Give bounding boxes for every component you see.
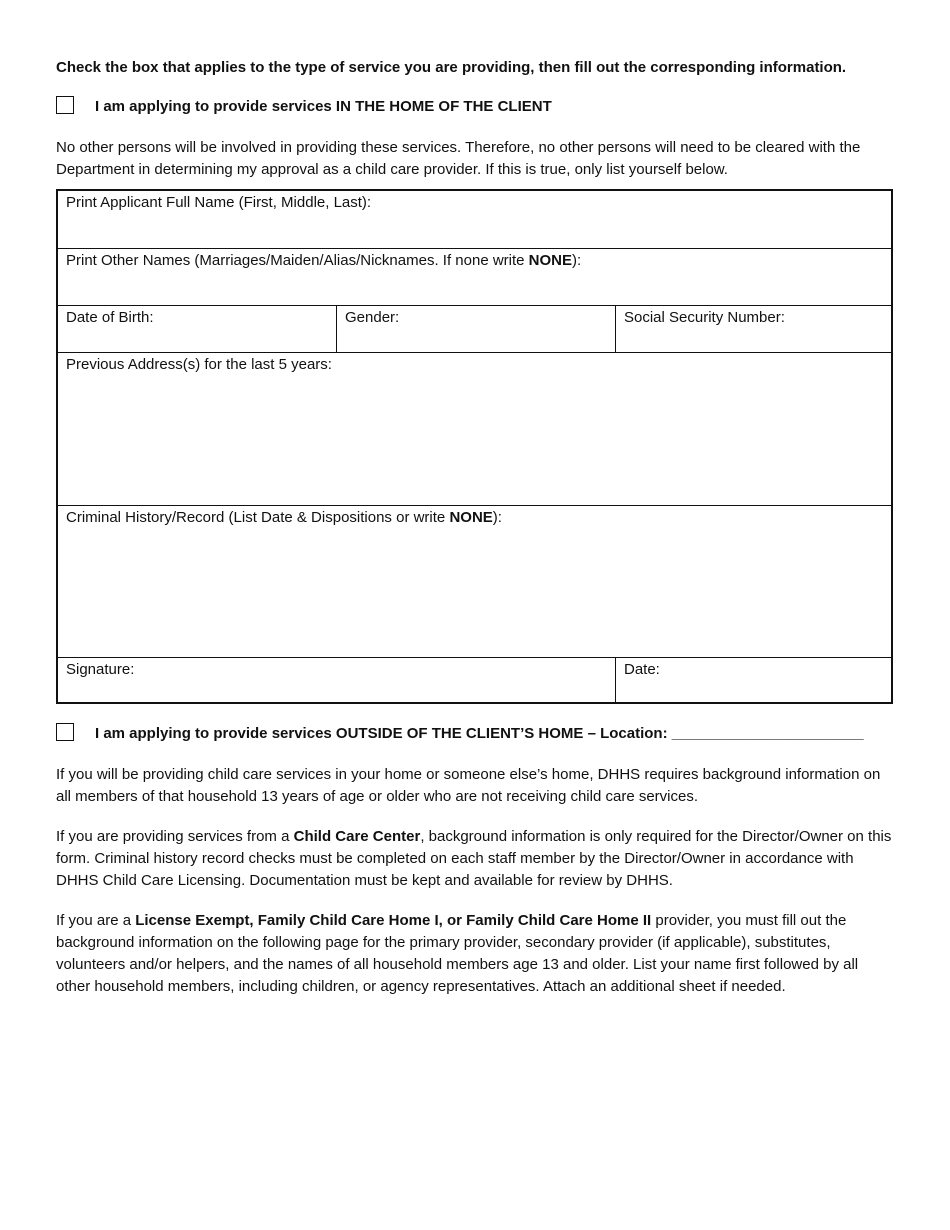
ssn-label: Social Security Number: xyxy=(624,309,785,326)
criminal-history-label: Criminal History/Record (List Date & Dispositions or write NONE): xyxy=(66,509,502,526)
signature-field[interactable] xyxy=(58,658,615,702)
signature-label: Signature: xyxy=(66,661,135,678)
previous-address-label: Previous Address(s) for the last 5 years: xyxy=(66,356,332,373)
previous-address-field[interactable] xyxy=(58,353,891,505)
in-home-note: No other persons will be involved in providing these services. Therefore, no other persons will need to be cleared with the Department in determining my approval as a child care provider. If this is true, only list yourself below. xyxy=(56,139,861,178)
dob-label: Date of Birth: xyxy=(66,309,154,326)
gender-field[interactable] xyxy=(336,306,615,352)
license-exempt-paragraph: If you are a License Exempt, Family Child Care Home I, or Family Child Care Home II provider, you must fill out the background information on the following page for the primary provider, secondary provider (if applicable), substitutes, volunteers and/or helpers, and the names of all household members age 13 and older. List your name first followed by all other household members, including children, or agency representatives. Attach an additional sheet if needed. xyxy=(56,912,859,995)
household-paragraph: If you will be providing child care services in your home or someone else’s home, DHHS requires background information on all members of that household 13 years of age or older who are not receiving child care services. xyxy=(56,766,881,805)
instruction-text: Check the box that applies to the type of service you are providing, then fill out the corresponding information. xyxy=(56,59,847,76)
row-criminal-history xyxy=(58,506,891,658)
in-home-checkbox[interactable] xyxy=(56,96,74,114)
outside-home-label: I am applying to provide services OUTSIDE OF THE CLIENT’S HOME – Location: _______________________ xyxy=(95,725,864,742)
option-in-home-row xyxy=(56,96,896,116)
date-label: Date: xyxy=(624,661,660,678)
child-care-center-paragraph: If you are providing services from a Child Care Center, background information is only required for the Director/Owner on this form. Criminal history record checks must be completed on each staff member by the Director/Owner in accordance with DHHS Child Care Licensing. Documentation must be kept and available for review by DHHS. xyxy=(56,828,892,889)
full-name-label: Print Applicant Full Name (First, Middle, Last): xyxy=(66,194,372,211)
date-field[interactable] xyxy=(615,658,891,702)
row-other-names xyxy=(58,249,891,306)
other-names-label: Print Other Names (Marriages/Maiden/Alias/Nicknames. If none write NONE): xyxy=(66,252,582,269)
full-name-field[interactable] xyxy=(58,191,891,248)
row-previous-address xyxy=(58,353,891,506)
row-personal-info xyxy=(58,306,891,353)
dob-field[interactable] xyxy=(58,306,336,352)
row-full-name xyxy=(58,191,891,249)
criminal-history-field[interactable] xyxy=(58,506,891,657)
outside-home-checkbox[interactable] xyxy=(56,723,74,741)
applicant-form-table xyxy=(56,189,893,704)
gender-label: Gender: xyxy=(345,309,400,326)
option-outside-home-row xyxy=(56,723,896,743)
ssn-field[interactable] xyxy=(615,306,891,352)
row-signature xyxy=(58,658,891,702)
in-home-label: I am applying to provide services IN THE HOME OF THE CLIENT xyxy=(95,98,552,115)
other-names-field[interactable] xyxy=(58,249,891,305)
